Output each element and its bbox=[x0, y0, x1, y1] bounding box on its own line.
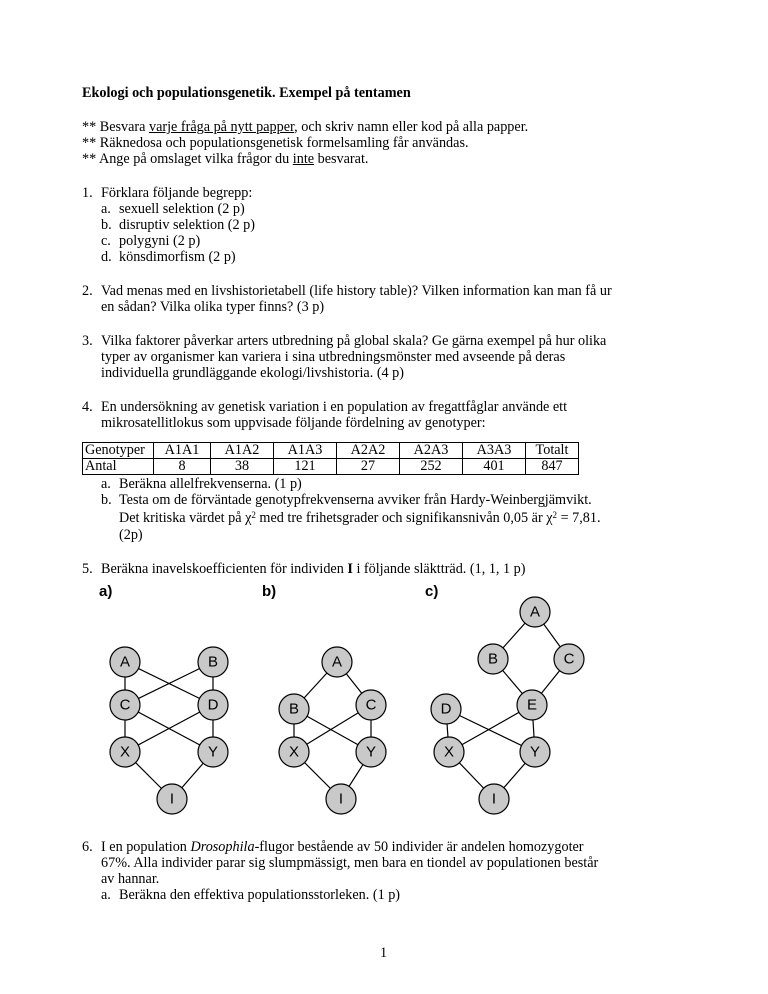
q6-line-1 bbox=[101, 839, 584, 855]
svg-text:X: X bbox=[443, 743, 455, 761]
svg-text:E: E bbox=[526, 696, 538, 714]
genotype-table bbox=[82, 442, 579, 475]
svg-text:I: I bbox=[169, 790, 175, 808]
table-cell: 401 bbox=[463, 459, 526, 475]
pedigree-node-a-X bbox=[110, 737, 140, 767]
pedigree-node-b-X bbox=[279, 737, 309, 767]
svg-text:Y: Y bbox=[207, 743, 219, 761]
q3-number: 3. bbox=[82, 333, 93, 349]
instruction-3-text: ** Ange på omslaget vilka frågor du bbox=[82, 151, 293, 167]
q1-item-text: sexuell selektion (2 p) bbox=[119, 201, 245, 217]
q2-line-2: en sådan? Vilka olika typer finns? (3 p) bbox=[101, 299, 325, 315]
q2-number: 2. bbox=[82, 283, 93, 299]
instruction-1-text-end: , och skriv namn eller kod på alla papper. bbox=[294, 119, 529, 135]
svg-text:D: D bbox=[207, 696, 219, 714]
instruction-3-underlined: inte bbox=[292, 151, 315, 167]
pedigree-node-b-A bbox=[322, 647, 352, 677]
svg-text:C: C bbox=[563, 650, 575, 668]
pedigree-node-c-I bbox=[479, 784, 509, 814]
q1-item-label: d. bbox=[101, 249, 112, 265]
panel-label-c: c) bbox=[425, 583, 439, 600]
svg-text:Y: Y bbox=[529, 743, 541, 761]
instruction-line-2: ** Räknedosa och populationsgenetisk formelsamling får användas. bbox=[82, 135, 469, 151]
q6-number: 6. bbox=[82, 839, 93, 855]
table-cell: 27 bbox=[337, 459, 400, 475]
q5-number: 5. bbox=[82, 561, 93, 577]
pedigree-node-b-I bbox=[326, 784, 356, 814]
q4-line-2: mikrosatellitlokus som uppvisade följande fördelning av genotyper: bbox=[101, 415, 486, 431]
pedigree-node-a-A bbox=[110, 647, 140, 677]
q6-a-text: Beräkna den effektiva populationsstorleken. (1 p) bbox=[119, 887, 401, 903]
q4-b2-text: Det kritiska värdet på χ bbox=[119, 510, 252, 526]
pedigree-node-a-D bbox=[198, 690, 228, 720]
q5-text-post: i följande släktträd. (1, 1, 1 p) bbox=[352, 561, 526, 577]
table-cell: A1A2 bbox=[211, 443, 274, 459]
q5-text-bold: I bbox=[347, 561, 353, 577]
pedigree-c-edges bbox=[443, 612, 569, 799]
q1-text: Förklara följande begrepp: bbox=[101, 185, 253, 201]
q1-item-text: polygyni (2 p) bbox=[119, 233, 201, 249]
table-cell: Totalt bbox=[526, 443, 579, 459]
pedigree-node-a-C bbox=[110, 690, 140, 720]
table-cell: A1A3 bbox=[274, 443, 337, 459]
q6-line-3: av hannar. bbox=[101, 871, 160, 887]
q3-line-2: typer av organismer kan variera i sina utbredningsmönster med avseende på deras bbox=[101, 349, 566, 365]
pedigree-diagrams bbox=[0, 580, 768, 830]
svg-text:B: B bbox=[288, 700, 300, 718]
panel-label-b: b) bbox=[262, 583, 277, 600]
q6-line-1-pre: I en population bbox=[101, 839, 191, 855]
instruction-3-text-end: besvarat. bbox=[314, 151, 369, 167]
svg-text:Y: Y bbox=[365, 743, 377, 761]
q1-item-label: a. bbox=[101, 201, 111, 217]
table-cell: 847 bbox=[526, 459, 579, 475]
pedigree-node-b-Y bbox=[356, 737, 386, 767]
svg-text:A: A bbox=[119, 653, 131, 671]
q1-item-label: c. bbox=[101, 233, 111, 249]
pedigree-node-a-B bbox=[198, 647, 228, 677]
pedigree-a-edges bbox=[125, 662, 213, 799]
q1-item-label: b. bbox=[101, 217, 112, 233]
pedigree-node-c-A bbox=[520, 597, 550, 627]
pedigree-b-edges bbox=[294, 662, 371, 799]
document-title: Ekologi och populationsgenetik. Exempel på tentamen bbox=[82, 85, 411, 101]
q4-b2-sup: 2 bbox=[251, 510, 256, 520]
svg-text:I: I bbox=[491, 790, 497, 808]
pedigree-node-c-B bbox=[478, 644, 508, 674]
page-number: 1 bbox=[380, 945, 388, 961]
q4-number: 4. bbox=[82, 399, 93, 415]
q4-line-1: En undersökning av genetisk variation i en population av fregattfåglar använde ett bbox=[101, 399, 568, 415]
q5-text bbox=[101, 561, 525, 577]
instruction-1-underlined: varje fråga på nytt papper bbox=[148, 119, 295, 135]
q4-b-critical-value bbox=[119, 510, 601, 526]
pedigree-node-c-D bbox=[431, 694, 461, 724]
pedigree-node-c-C bbox=[554, 644, 584, 674]
panel-label-a: a) bbox=[99, 583, 113, 600]
q4-b-text: Testa om de förväntade genotypfrekvenserna avviker från Hardy-Weinbergjämvikt. bbox=[119, 492, 592, 508]
table-row bbox=[83, 459, 579, 475]
table-cell: A3A3 bbox=[463, 443, 526, 459]
q4-a-label: a. bbox=[101, 476, 111, 492]
pedigree-node-c-Y bbox=[520, 737, 550, 767]
q4-b-label: b. bbox=[101, 492, 112, 508]
q4-b2-sup-2: 2 bbox=[552, 510, 558, 520]
svg-text:B: B bbox=[207, 653, 219, 671]
table-cell: 121 bbox=[274, 459, 337, 475]
q6-line-2: 67%. Alla individer parar sig slumpmässigt, men bara en tiondel av populationen består bbox=[101, 855, 599, 871]
q6-line-1-italic: Drosophila bbox=[190, 839, 255, 855]
table-cell: 38 bbox=[211, 459, 274, 475]
instruction-line-3 bbox=[82, 151, 368, 167]
pedigree-node-a-I bbox=[157, 784, 187, 814]
q5-text-pre: Beräkna inavelskoefficienten för individen bbox=[101, 561, 348, 577]
q1-number: 1. bbox=[82, 185, 93, 201]
pedigree-node-b-B bbox=[279, 694, 309, 724]
q1-item-text: könsdimorfism (2 p) bbox=[119, 249, 236, 265]
svg-text:X: X bbox=[119, 743, 131, 761]
svg-text:B: B bbox=[487, 650, 499, 668]
instruction-1-text: ** Besvara bbox=[82, 119, 149, 135]
table-cell: A2A3 bbox=[400, 443, 463, 459]
q2-line-1: Vad menas med en livshistorietabell (life history table)? Vilken information kan man få ur bbox=[101, 283, 612, 299]
table-header-row bbox=[83, 443, 579, 459]
q3-line-1: Vilka faktorer påverkar arters utbredning på global skala? Ge gärna exempel på hur olika bbox=[101, 333, 607, 349]
q1-item-text: disruptiv selektion (2 p) bbox=[119, 217, 255, 233]
pedigree-node-b-C bbox=[356, 690, 386, 720]
q4-b-points: (2p) bbox=[119, 527, 143, 543]
pedigree-node-c-X bbox=[434, 737, 464, 767]
svg-text:A: A bbox=[529, 603, 541, 621]
svg-text:X: X bbox=[288, 743, 300, 761]
svg-text:I: I bbox=[338, 790, 344, 808]
q4-b2-text-mid: med tre frihetsgrader och signifikansnivån 0,05 är χ bbox=[255, 510, 553, 526]
svg-text:C: C bbox=[365, 696, 377, 714]
q6-line-1-post: -flugor bestående av 50 individer är andelen homozygoter bbox=[254, 839, 584, 855]
svg-text:D: D bbox=[440, 700, 452, 718]
table-cell: A1A1 bbox=[154, 443, 211, 459]
q6-a-label: a. bbox=[101, 887, 111, 903]
q4-a-text: Beräkna allelfrekvenserna. (1 p) bbox=[119, 476, 302, 492]
svg-text:A: A bbox=[331, 653, 343, 671]
pedigree-node-c-E bbox=[517, 690, 547, 720]
table-cell: Genotyper bbox=[83, 443, 154, 459]
instruction-line-1 bbox=[82, 119, 528, 135]
svg-text:C: C bbox=[119, 696, 131, 714]
table-cell: A2A2 bbox=[337, 443, 400, 459]
table-cell: 8 bbox=[154, 459, 211, 475]
q4-b2-text-end: = 7,81. bbox=[557, 510, 601, 526]
pedigree-node-a-Y bbox=[198, 737, 228, 767]
table-cell: 252 bbox=[400, 459, 463, 475]
q3-line-3: individuella grundläggande ekologi/livshistoria. (4 p) bbox=[101, 365, 405, 381]
table-cell: Antal bbox=[83, 459, 154, 475]
